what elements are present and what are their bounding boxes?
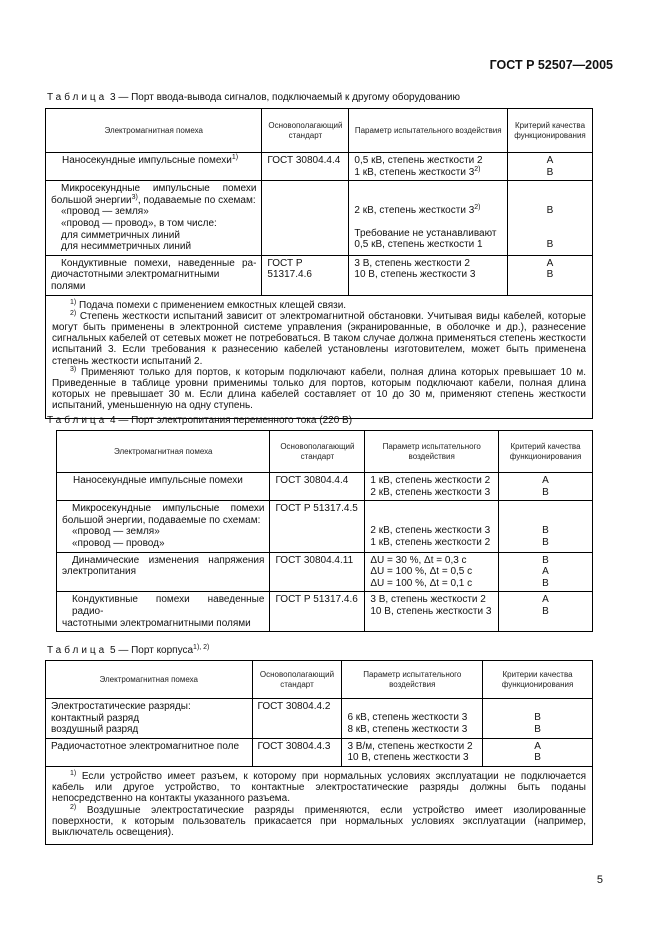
parameter-cell: ΔU = 30 %, Δt = 0,3 с ΔU = 100 %, Δt = 0,5 с ΔU = 100 %, Δt = 0,1 с (365, 552, 499, 592)
table3-row (46, 181, 593, 256)
interference-cell: Наносекундные импульсные помехи (57, 473, 270, 501)
parameter-cell: 3 В, степень жесткости 2 10 В, степень жесткости 3 (349, 255, 508, 295)
standard-cell: ГОСТ Р 51317.4.6 (262, 255, 349, 295)
table4-col-header-standard: Основополагающий стандарт (270, 431, 365, 473)
table5-col-header-interference: Электромагнитная помеха (46, 661, 253, 699)
parameter-cell: 2 кВ, степень жесткости 3 1 кВ, степень жесткости 2 (365, 501, 499, 552)
table3-row (46, 153, 593, 181)
table5-notes: $^{1)}$ Если устройство имеет разъем, к которому при нормальных условиях эксплуатации не подключается кабель или другое устройство, то контактные электростатические разряды должны быть поданы непосредственно на контакты указанного разъема. $^{2)}$ Воздушные электростатические разряды применяются, если устройство имеет изолированные поверхности, к которым пользователь прикасается при нормальных условиях эксплуатации (например, выключатель освещения). (46, 766, 593, 844)
parameter-cell: 1 кВ, степень жесткости 2 2 кВ, степень жесткости 3 (365, 473, 499, 501)
table5-col-header-standard: Основополагающий стандарт (252, 661, 342, 699)
interference-cell: Кондуктивные помехи наведенные радио- частотными электромагнитными полями (57, 592, 270, 632)
parameter-cell: 0,5 кВ, степень жесткости 2 1 кВ, степень жесткости 3$^{2)}$ (349, 153, 508, 181)
page-number: 5 (596, 874, 603, 886)
standard-cell (262, 181, 349, 256)
standard-cell: ГОСТ 30804.4.11 (270, 552, 365, 592)
table4-row (57, 592, 593, 632)
criterion-cell: А В (508, 153, 593, 181)
table4-col-header-parameter: Параметр испытательного воздействия (365, 431, 499, 473)
table5-note-2: Воздушные электростатические разряды применяются, если устройство имеет изолированные поверхности, к которым пользователь прикасается при нормальных условиях эксплуатации (например, выключатель освещения). (52, 804, 586, 838)
table4-col-header-interference: Электромагнитная помеха (57, 431, 270, 473)
criterion-cell: В А В (499, 552, 593, 592)
interference-cell: Наносекундные импульсные помехи$^{1)}$ (46, 153, 262, 181)
table5-col-header-criterion: Критерии качества функционирования (483, 661, 593, 699)
criterion-cell: А В (508, 255, 593, 295)
table3-note-3: Применяют только для портов, к которым подключают кабели, полная длина которых превышает 10 м. Приведенные в таблице уровни применимы только для портов, которым подключают кабели, полная длина которых не превышает 30 м. Если длина кабелей составляет от 10 до 30 м, применяют степень жесткости испытаний, уменьшенную на одну ступень. (52, 366, 587, 412)
table5-row (46, 699, 593, 739)
table5-row (46, 738, 593, 766)
table4-caption-text: 4 — Порт электропитания переменного тока (220 В) (110, 415, 353, 426)
table3-caption-text: 3 — Порт ввода-вывода сигналов, подключаемый к другому оборудованию (110, 92, 460, 103)
table5-caption (47, 645, 209, 656)
table4-row (57, 552, 593, 592)
criterion-cell: В В (483, 699, 593, 739)
table3-col-header-interference: Электромагнитная помеха (46, 109, 262, 153)
table5-caption-sup: 1), 2) (193, 644, 210, 651)
interference-cell: Микросекундные импульсные помехи большой энергии, подаваемые по схемам: «провод — земля» «провод — провод» (57, 501, 270, 552)
table3-col-header-standard: Основополагающий стандарт (262, 109, 349, 153)
standard-cell: ГОСТ 30804.4.3 (252, 738, 342, 766)
table3-col-header-parameter: Параметр испытательного воздействия (349, 109, 508, 153)
parameter-cell: 3 В/м, степень жесткости 2 10 В, степень жесткости 3 (342, 738, 483, 766)
table3-note-2: Степень жесткости испытаний зависит от электромагнитной обстановки. Учитывая виды кабелей, которые могут быть применены в электронной системе управления (экранированные, в оболочке и др.), разнесение сигнальных кабелей от сетевых может не потребоваться. В таком случае должна применяться степень жесткости испытаний 3. Если требования к разнесению кабелей установлены изготовителем, может быть применена степень жесткости испытаний 2. (52, 310, 586, 367)
table5-note-1: Если устройство имеет разъем, к которому при нормальных условиях эксплуатации не подключается кабель или другое устройство, то контактные электростатические разряды должны быть поданы непосредственно на контакты указанного разъема. (52, 770, 586, 805)
criterion-cell: В В (499, 501, 593, 552)
table3-col-header-criterion: Критерий качества функционирования (508, 109, 593, 153)
table5-caption-word: Таблица (47, 645, 108, 656)
parameter-cell: 6 кВ, степень жесткости 3 8 кВ, степень жесткости 3 (342, 699, 483, 739)
standard-cell: ГОСТ 30804.4.4 (262, 153, 349, 181)
table3-row (46, 255, 593, 295)
criterion-cell: В В (508, 181, 593, 256)
table4-col-header-criterion: Критерий качества функционирования (499, 431, 593, 473)
standard-cell: ГОСТ Р 51317.4.5 (270, 501, 365, 552)
parameter-cell: 3 В, степень жесткости 2 10 В, степень жесткости 3 (365, 592, 499, 632)
interference-cell: Микросекундные импульсные помехи большой энергии$^{3)}$, подаваемые по схемам: «провод — земля» «провод — провод», в том числе: для симметричных линий для несимметричных линий (46, 181, 262, 256)
criterion-cell: А В (483, 738, 593, 766)
criterion-cell: А В (499, 592, 593, 632)
table3-note-1: Подача помехи с применением емкостных клещей связи. (79, 299, 347, 311)
table5 (45, 660, 593, 845)
table5-col-header-parameter: Параметр испытательного воздействия (342, 661, 483, 699)
standard-cell: ГОСТ Р 51317.4.6 (270, 592, 365, 632)
table3-notes: $^{1)}$ Подача помехи с применением емкостных клещей связи. $^{2)}$ Степень жесткости испытаний зависит от электромагнитной обстановки. Учитывая виды кабелей, которые могут быть применены в электронной системе управления (экранированные, в оболочке и др.), разнесение сигнальных кабелей от сетевых может не потребоваться. В таком случае должна применяться степень жесткости испытаний 3. Если требования к разнесению кабелей установлены изготовителем, может быть применена степень жесткости испытаний 2. $^{3)}$ Применяют только для портов, к которым подключают кабели, полная длина которых превышает 10 м. Приведенные в таблице уровни применимы только для портов, которым подключают кабели, полная длина которых не превышает 30 м. Если длина кабелей составляет от 10 до 30 м, применяют степень жесткости испытаний, уменьшенную на одну ступень. (46, 295, 593, 418)
table3 (45, 108, 593, 419)
interference-cell: Радиочастотное электромагнитное поле (46, 738, 253, 766)
interference-cell: Электростатические разряды: контактный разряд воздушный разряд (46, 699, 253, 739)
parameter-cell: 2 кВ, степень жесткости 3$^{2)}$ Требование не устанавливают 0,5 кВ, степень жесткости 1 (349, 181, 508, 256)
table3-caption-word: Таблица (47, 92, 108, 103)
table4-row (57, 501, 593, 552)
standard-cell: ГОСТ 30804.4.2 (252, 699, 342, 739)
document-header: ГОСТ Р 52507—2005 (489, 58, 613, 72)
standard-cell: ГОСТ 30804.4.4 (270, 473, 365, 501)
table3-caption (47, 92, 460, 103)
table4-caption-word: Таблица (47, 415, 108, 426)
table4-row (57, 473, 593, 501)
interference-cell: Динамические изменения напряжения электропитания (57, 552, 270, 592)
interference-cell: Кондуктивные помехи, наведенные ра- диочастотными электромагнитными полями (46, 255, 262, 295)
table4 (56, 430, 593, 632)
criterion-cell: А В (499, 473, 593, 501)
table5-caption-text: 5 — Порт корпуса (110, 645, 194, 656)
table4-caption (47, 415, 352, 426)
